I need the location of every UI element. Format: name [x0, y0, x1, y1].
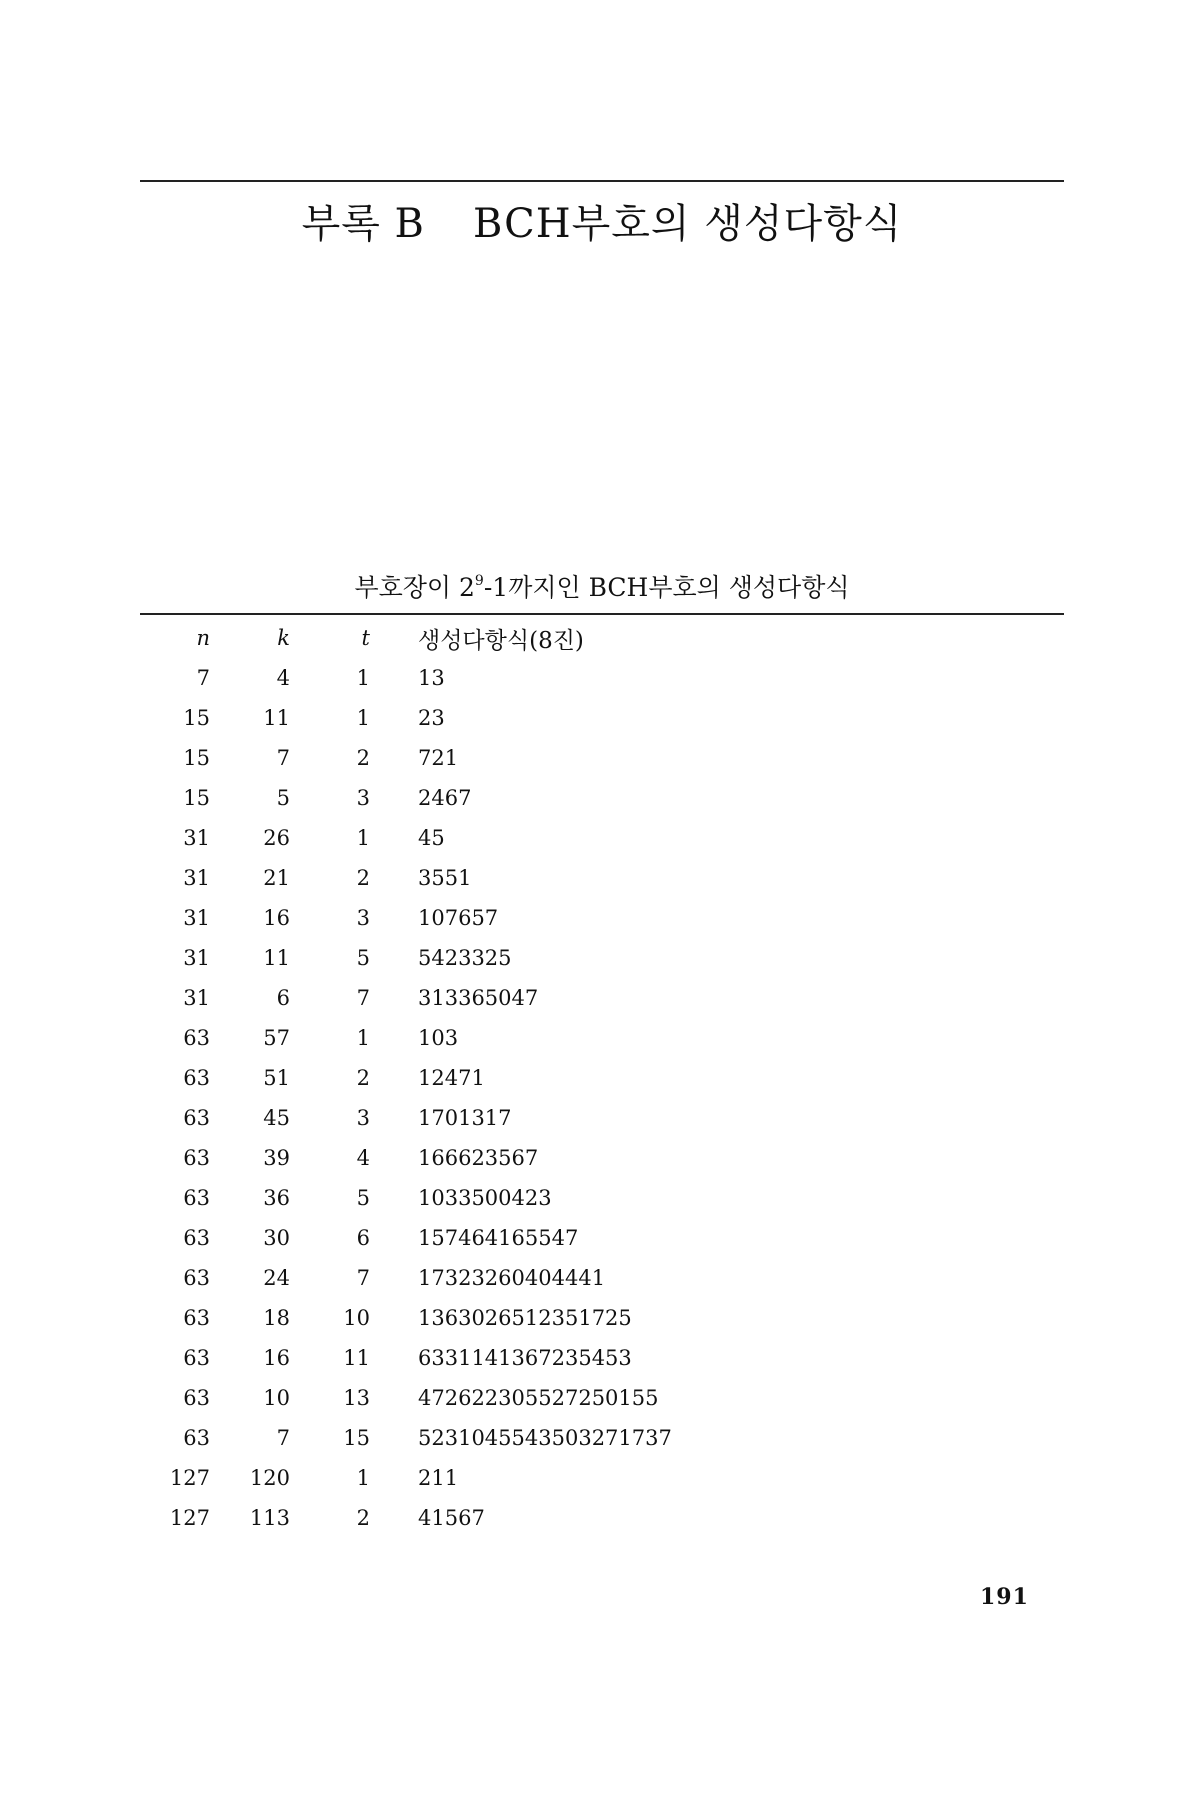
cell-n: 63	[183, 1426, 210, 1450]
cell-k: 10	[263, 1386, 290, 1410]
cell-generator: 6331141367235453	[418, 1346, 632, 1370]
cell-t: 6	[356, 1226, 370, 1250]
header-t: t	[361, 626, 370, 650]
cell-generator: 2467	[418, 786, 472, 810]
bch-polynomial-table	[140, 618, 918, 1538]
cell-t: 2	[356, 1066, 370, 1090]
table-header-row	[140, 618, 918, 658]
table-row	[140, 978, 918, 1018]
cell-generator: 107657	[418, 906, 499, 930]
cell-generator: 1701317	[418, 1106, 512, 1130]
cell-t: 1	[356, 826, 370, 850]
cell-t: 5	[356, 1186, 370, 1210]
cell-k: 39	[263, 1146, 290, 1170]
cell-t: 5	[356, 946, 370, 970]
cell-k: 30	[263, 1226, 290, 1250]
table-rule	[140, 613, 1064, 615]
cell-k: 16	[263, 906, 290, 930]
cell-generator: 103	[418, 1026, 459, 1050]
cell-t: 1	[356, 1466, 370, 1490]
table-row	[140, 1418, 918, 1458]
cell-t: 4	[356, 1146, 370, 1170]
table-row	[140, 898, 918, 938]
cell-generator: 211	[418, 1466, 459, 1490]
cell-n: 127	[169, 1506, 210, 1530]
cell-generator: 472622305527250155	[418, 1386, 659, 1410]
cell-k: 4	[276, 666, 290, 690]
table-row	[140, 1178, 918, 1218]
appendix-title: BCH부호의 생성다항식	[472, 201, 903, 247]
cell-k: 45	[263, 1106, 290, 1130]
table-row	[140, 1258, 918, 1298]
cell-k: 120	[249, 1466, 290, 1490]
cell-generator: 41567	[418, 1506, 485, 1530]
cell-k: 7	[276, 1426, 290, 1450]
cell-n: 63	[183, 1226, 210, 1250]
table-row	[140, 1098, 918, 1138]
cell-n: 63	[183, 1026, 210, 1050]
cell-n: 15	[183, 786, 210, 810]
table-row	[140, 658, 918, 698]
cell-generator: 17323260404441	[418, 1266, 606, 1290]
cell-k: 21	[263, 866, 290, 890]
table-row	[140, 738, 918, 778]
cell-t: 3	[356, 786, 370, 810]
table-row	[140, 1298, 918, 1338]
cell-t: 3	[356, 1106, 370, 1130]
table-row	[140, 698, 918, 738]
cell-t: 3	[356, 906, 370, 930]
cell-n: 63	[183, 1186, 210, 1210]
cell-generator: 1033500423	[418, 1186, 552, 1210]
cell-k: 57	[263, 1026, 290, 1050]
cell-k: 51	[263, 1066, 290, 1090]
table-row	[140, 1338, 918, 1378]
table-row	[140, 778, 918, 818]
cell-t: 7	[356, 986, 370, 1010]
cell-generator: 3551	[418, 866, 472, 890]
cell-t: 2	[356, 866, 370, 890]
cell-n: 127	[169, 1466, 210, 1490]
cell-k: 24	[263, 1266, 290, 1290]
table-row	[140, 818, 918, 858]
table-row	[140, 1458, 918, 1498]
cell-k: 11	[263, 706, 290, 730]
cell-n: 31	[183, 866, 210, 890]
cell-k: 7	[276, 746, 290, 770]
cell-t: 15	[343, 1426, 370, 1450]
cell-t: 2	[356, 746, 370, 770]
cell-n: 63	[183, 1146, 210, 1170]
table-row	[140, 938, 918, 978]
cell-k: 5	[276, 786, 290, 810]
cell-k: 16	[263, 1346, 290, 1370]
cell-generator: 5423325	[418, 946, 512, 970]
caption-suffix: -1까지인 BCH부호의 생성다항식	[483, 573, 850, 602]
cell-n: 31	[183, 906, 210, 930]
cell-n: 63	[183, 1306, 210, 1330]
chapter-title	[140, 192, 1064, 249]
table-row	[140, 1018, 918, 1058]
cell-t: 13	[343, 1386, 370, 1410]
cell-n: 63	[183, 1386, 210, 1410]
cell-k: 26	[263, 826, 290, 850]
table-row	[140, 1138, 918, 1178]
cell-t: 7	[356, 1266, 370, 1290]
header-generator: 생성다항식(8진)	[418, 627, 584, 654]
cell-n: 31	[183, 826, 210, 850]
cell-t: 11	[343, 1346, 370, 1370]
cell-generator: 1363026512351725	[418, 1306, 632, 1330]
header-n: n	[196, 626, 210, 650]
cell-generator: 5231045543503271737	[418, 1426, 672, 1450]
table-row	[140, 1218, 918, 1258]
cell-n: 31	[183, 946, 210, 970]
cell-n: 63	[183, 1066, 210, 1090]
header-k: k	[277, 626, 290, 650]
appendix-label: 부록 B	[301, 201, 425, 247]
cell-generator: 721	[418, 746, 459, 770]
cell-t: 10	[343, 1306, 370, 1330]
table-row	[140, 1378, 918, 1418]
cell-n: 63	[183, 1106, 210, 1130]
table-caption	[140, 568, 1064, 604]
cell-k: 36	[263, 1186, 290, 1210]
cell-n: 31	[183, 986, 210, 1010]
cell-generator: 45	[418, 826, 445, 850]
cell-n: 15	[183, 746, 210, 770]
cell-t: 2	[356, 1506, 370, 1530]
cell-n: 7	[196, 666, 210, 690]
cell-k: 113	[249, 1506, 290, 1530]
cell-k: 6	[276, 986, 290, 1010]
top-rule	[140, 180, 1064, 182]
cell-t: 1	[356, 1026, 370, 1050]
cell-t: 1	[356, 666, 370, 690]
cell-generator: 12471	[418, 1066, 485, 1090]
cell-k: 18	[263, 1306, 290, 1330]
cell-generator: 157464165547	[418, 1226, 579, 1250]
table-row	[140, 1498, 918, 1538]
page-number: 191	[980, 1584, 1029, 1610]
caption-prefix: 부호장이 2	[354, 573, 475, 602]
table-row	[140, 1058, 918, 1098]
table-body	[140, 658, 918, 1538]
cell-n: 63	[183, 1266, 210, 1290]
caption-exponent: 9	[474, 572, 484, 589]
cell-n: 15	[183, 706, 210, 730]
cell-generator: 13	[418, 666, 445, 690]
cell-t: 1	[356, 706, 370, 730]
cell-k: 11	[263, 946, 290, 970]
cell-n: 63	[183, 1346, 210, 1370]
cell-generator: 313365047	[418, 986, 539, 1010]
cell-generator: 23	[418, 706, 445, 730]
cell-generator: 166623567	[418, 1146, 539, 1170]
table-row	[140, 858, 918, 898]
